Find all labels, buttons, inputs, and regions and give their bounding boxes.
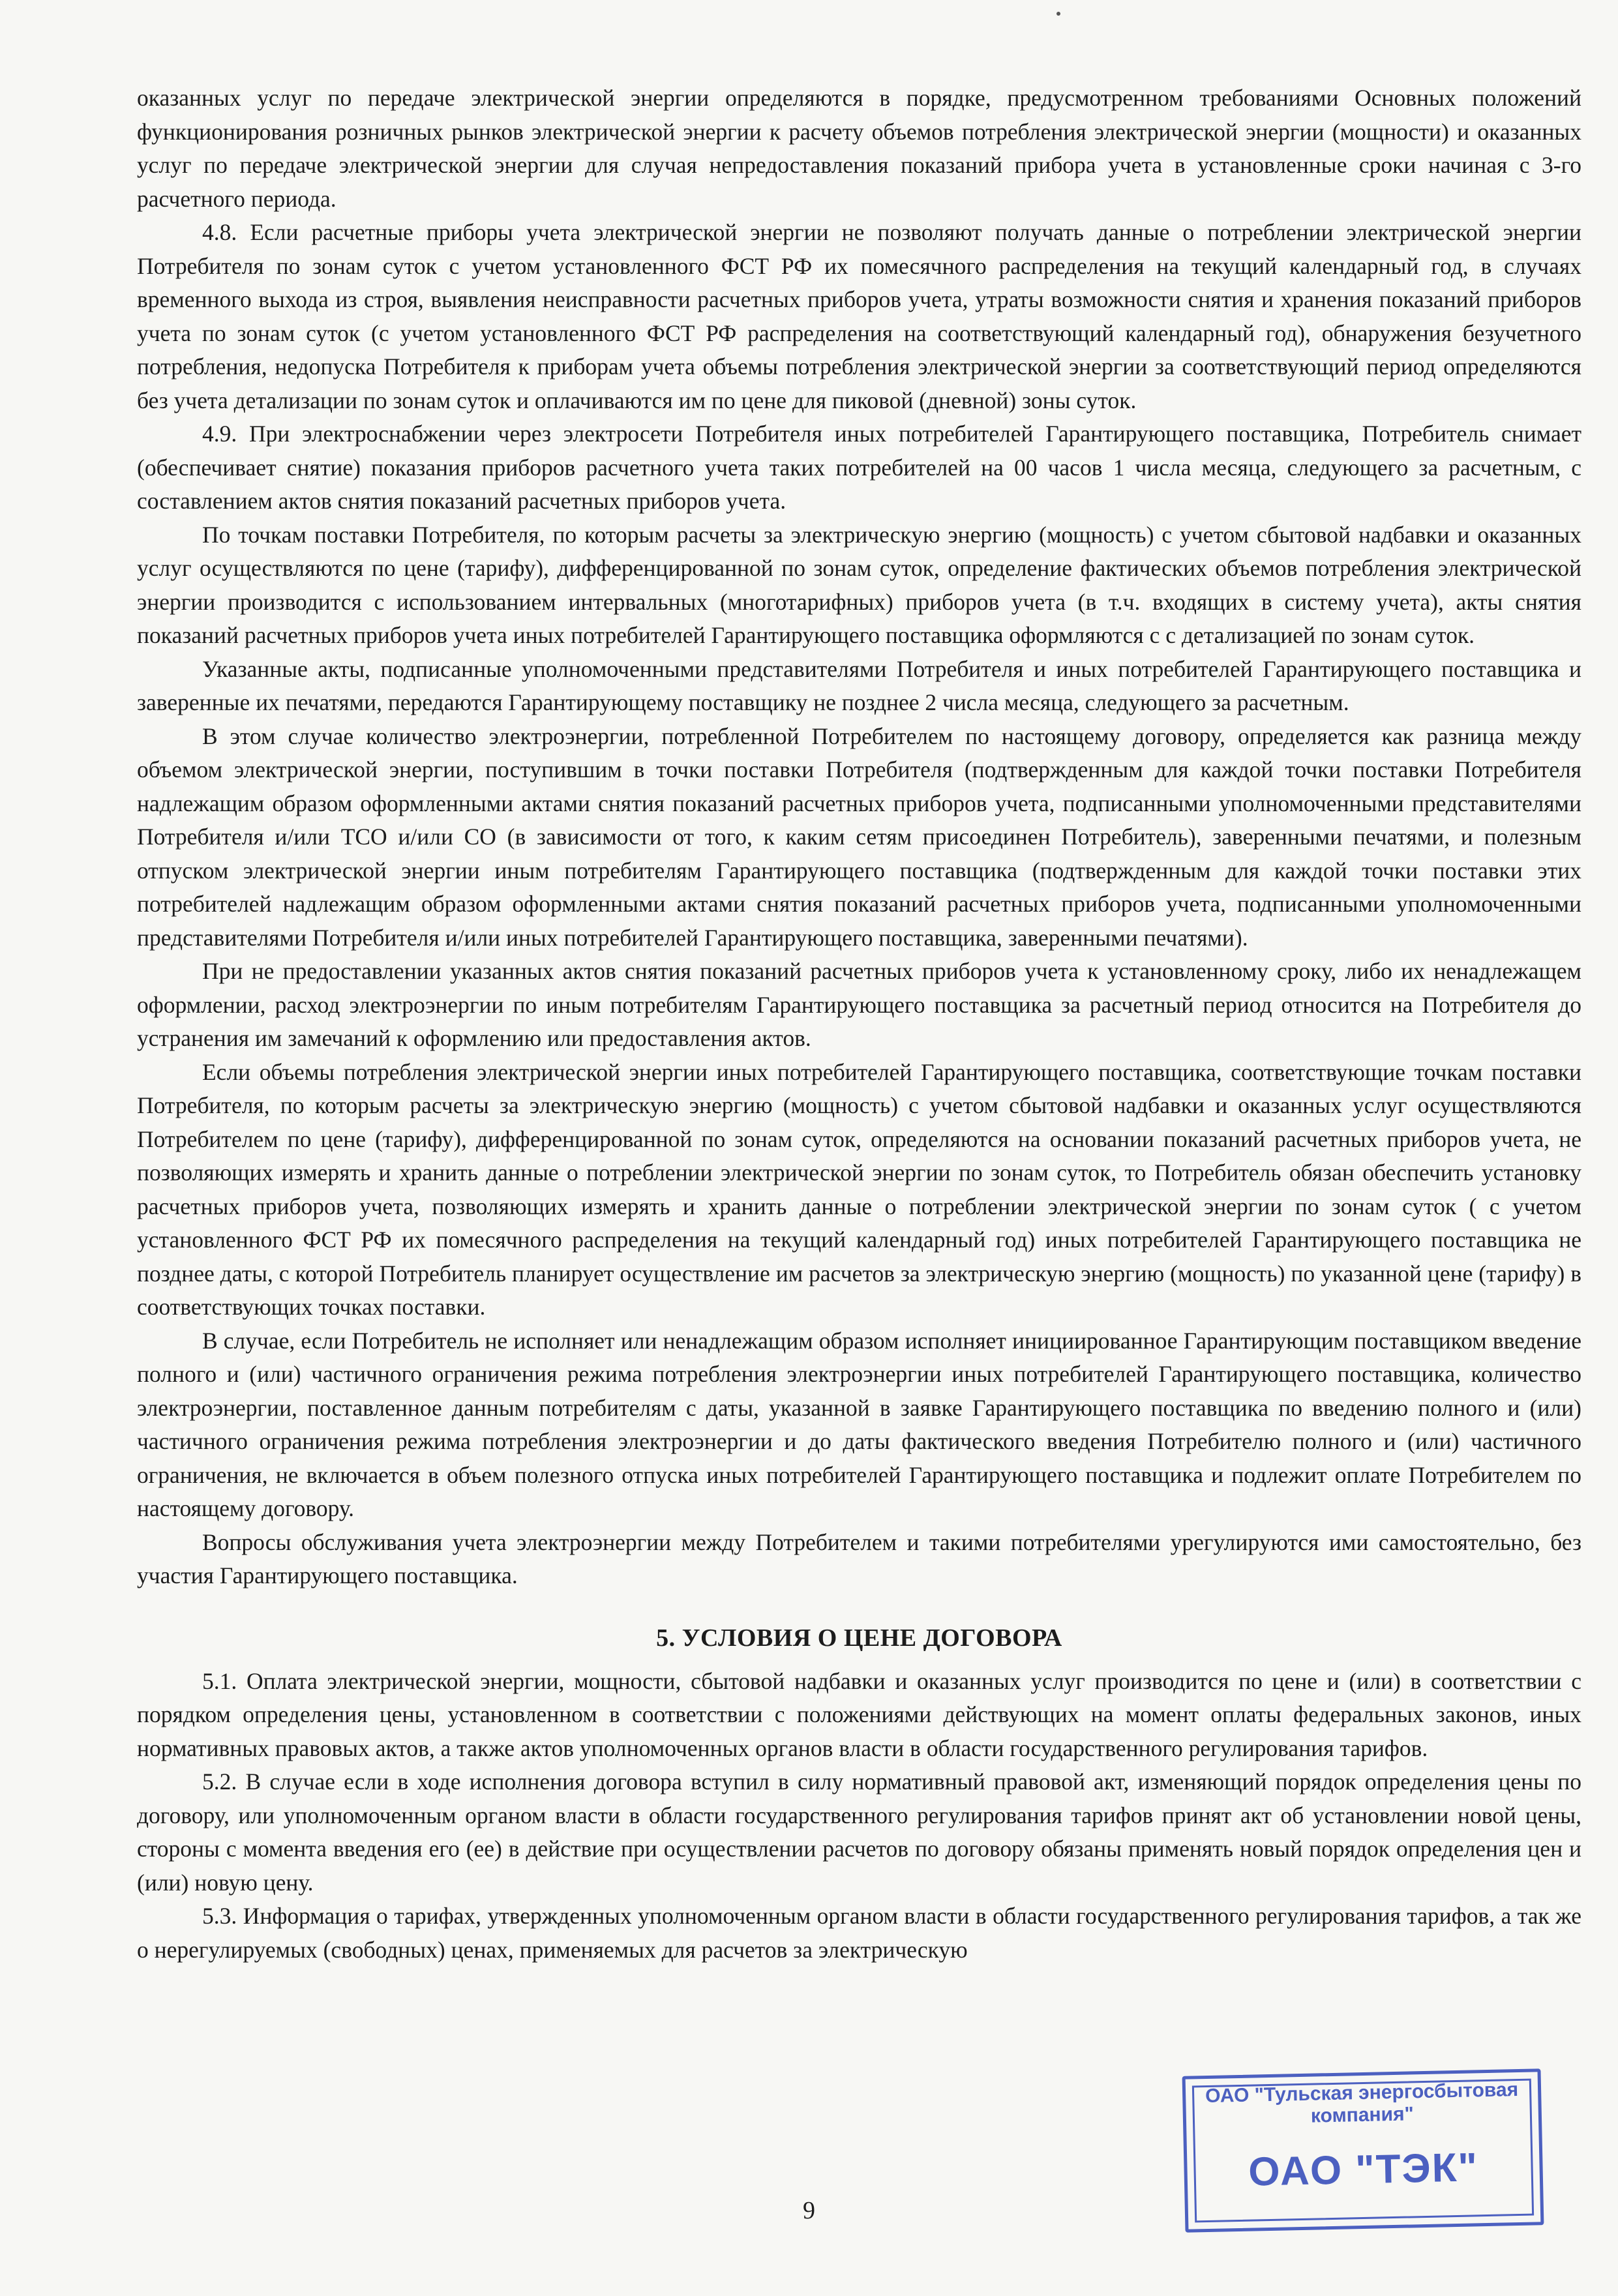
company-stamp	[1182, 2068, 1544, 2232]
paragraph-5-2: 5.2. В случае если в ходе исполнения договора вступил в силу нормативный правовой акт, изменяющий порядок определения цены по договору, или уполномоченным органом власти в области государственного регулирования тарифов принят акт об установлении новой цены, стороны с момента введения его (ее) в действие при осуществлении расчетов по договору обязаны применять новый порядок определения цен и (или) новую цену.	[137, 1768, 1581, 1896]
scan-speck	[1056, 12, 1060, 16]
paragraph-5-1: 5.1. Оплата электрической энергии, мощности, сбытовой надбавки и оказанных услуг производится по цене и (или) в соответствии с порядком определения цены, установленном в соответствии с положениями действующих на момент оплаты федеральных законов, иных нормативных правовых актов, а также актов уполномоченных органов власти в области государственного регулирования тарифов.	[137, 1667, 1581, 1761]
paragraph-4-8: 4.8. Если расчетные приборы учета электрической энергии не позволяют получать данные о потреблении электрической энергии Потребителя по зонам суток с учетом установленного ФСТ РФ их помесячного распределения на текущий календарный год, в случаях временного выхода из строя, выявления неисправности расчетных приборов учета, утраты возможности снятия и хранения показаний приборов учета по зонам суток (с учетом установленного ФСТ РФ распределения на соответствующий календарный год), обнаружения безучетного потребления, недопуска Потребителя к приборам учета объемы потребления электрической энергии за соответствующий период определяются без учета детализации по зонам суток и оплачиваются им по цене для пиковой (дневной) зоны суток.	[137, 219, 1581, 413]
stamp-company-name-cont: компания"	[1310, 2103, 1415, 2127]
paragraph-metering-issues: Вопросы обслуживания учета электроэнергии между Потребителем и такими потребителями урегулируются ими самостоятельно, без участия Гарантирующего поставщика.	[137, 1528, 1581, 1588]
paragraph-zone-metering: По точкам поставки Потребителя, по которым расчеты за электрическую энергию (мощность) с учетом сбытовой надбавки и оказанных услуг осуществляются по цене (тарифу), дифференцированной по зонам суток, определение фактических объемов потребления электрической энергии производится с использованием интервальных (многотарифных) приборов учета (в т.ч. входящих в систему учета), акты снятия показаний расчетных приборов учета иных потребителей Гарантирующего поставщика оформляются с с детализацией по зонам суток.	[137, 521, 1581, 648]
paragraph-acts-submission: Указанные акты, подписанные уполномоченными представителями Потребителя и иных потребителей Гарантирующего поставщика и заверенные их печатями, передаются Гарантирующему поставщику не позднее 2 числа месяца, следующего за расчетным.	[137, 655, 1581, 715]
paragraph-acts-missing: При не предоставлении указанных актов снятия показаний расчетных приборов учета к установленному сроку, либо их ненадлежащем оформлении, расход электроэнергии по иным потребителям Гарантирующего поставщика за расчетный период относится на Потребителя до устранения им замечаний к оформлению или предоставления актов.	[137, 958, 1581, 1051]
paragraph-5-3: 5.3. Информация о тарифах, утвержденных уполномоченным органом власти в области государственного регулирования тарифов, а так же о нерегулируемых (свободных) ценах, применяемых для расчетов за электрическую	[137, 1903, 1581, 1963]
document-body	[137, 82, 1581, 1967]
page-number: 9	[803, 2197, 815, 2224]
paragraph-4-9: 4.9. При электроснабжении через электросети Потребителя иных потребителей Гарантирующего поставщика, Потребитель снимает (обеспечивает снятие) показания приборов расчетного учета таких потребителей на 00 часов 1 числа месяца, следующего за расчетным, с составлением актов снятия показаний расчетных приборов учета.	[137, 421, 1581, 514]
stamp-company-short: ОАО "ТЭК"	[1248, 2145, 1479, 2195]
section-5-title: 5. УСЛОВИЯ О ЦЕНЕ ДОГОВОРА	[656, 1624, 1062, 1652]
paragraph-restriction: В случае, если Потребитель не исполняет или ненадлежащим образом исполняет инициированное Гарантирующим поставщиком введение полного и (или) частичного ограничения режима потребления электроэнергии иных потребителей Гарантирующего поставщика, количество электроэнергии, поставленное данным потребителям с даты, указанной в заявке Гарантирующего поставщика по введению полного и (или) частичного ограничения режима потребления электроэнергии и до даты фактического введения Потребителю полного и (или) частичного ограничения, не включается в объем полезного отпуска иных потребителей Гарантирующего поставщика и подлежит оплате Потребителем по настоящему договору.	[137, 1327, 1581, 1521]
paragraph-continuation: оказанных услуг по передаче электрической энергии определяются в порядке, предусмотренном требованиями Основных положений функционирования розничных рынков электрической энергии к расчету объемов потребления электрической энергии (мощности) и оказанных услуг по передаче электрической энергии для случая непредоставления показаний прибора учета в установленные сроки начиная с 3-го расчетного периода.	[137, 85, 1581, 212]
paragraph-meter-installation: Если объемы потребления электрической энергии иных потребителей Гарантирующего поставщика, соответствующие точкам поставки Потребителя, по которым расчеты за электрическую энергию (мощность) с учетом сбытовой надбавки и оказанных услуг осуществляются Потребителем по цене (тарифу), дифференцированной по зонам суток, определяются на основании показаний расчетных приборов учета, не позволяющих измерять и хранить данные о потреблении электрической энергии по зонам суток, то Потребитель обязан обеспечить установку расчетных приборов учета, позволяющих измерять и хранить данные о потреблении электрической энергии по зонам суток ( с учетом установленного ФСТ РФ их помесячного распределения на текущий календарный год) иных потребителей Гарантирующего поставщика не позднее даты, с которой Потребитель планирует осуществление им расчетов за электрическую энергию (мощность) по указанной цене (тарифу) в соответствующих точках поставки.	[137, 1058, 1581, 1320]
paragraph-consumption-calc: В этом случае количество электроэнергии, потребленной Потребителем по настоящему договору, определяется как разница между объемом электрической энергии, поступившим в точки поставки Потребителя (подтвержденным для каждой точки поставки Потребителя надлежащим образом оформленными актами снятия показаний расчетных приборов учета, подписанными уполномоченными представителями Потребителя и/или ТСО и/или СО (в зависимости от того, к каким сетям присоединен Потребитель), заверенными печатями, и полезным отпуском электрической энергии иным потребителям Гарантирующего поставщика (подтвержденным для каждой точки поставки этих потребителей надлежащим образом оформленными актами снятия показаний расчетных приборов учета, подписанными уполномоченными представителями Потребителя и/или иных потребителей Гарантирующего поставщика, заверенными печатями).	[137, 723, 1581, 951]
stamp-company-name: ОАО "Тульская энергосбытовая	[1205, 2078, 1519, 2108]
